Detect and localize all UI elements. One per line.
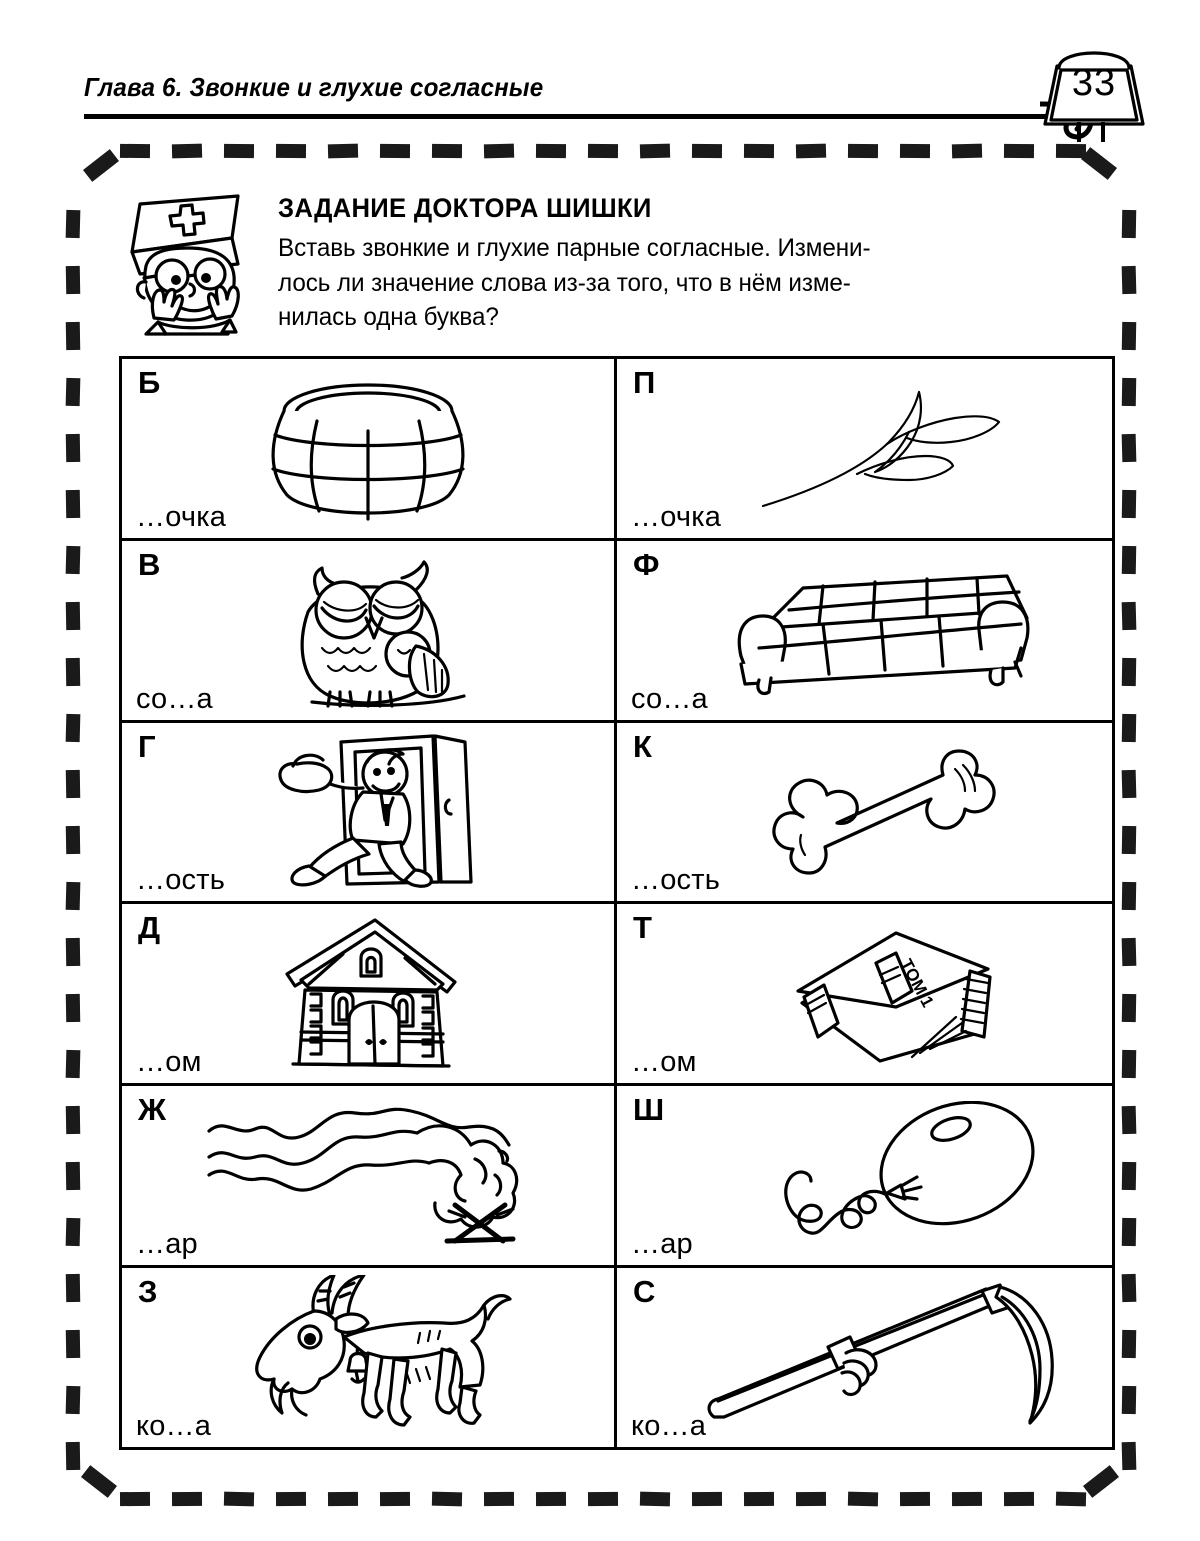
frame-dash [66,938,80,966]
frame-dash [66,322,80,350]
cell-letter: В [138,546,161,582]
frame-dash [1122,826,1136,854]
frame-dash [66,434,80,462]
cell-letter: Д [138,910,161,946]
task-instruction-text [278,231,1083,335]
task-line-2: лось ли значение слова из-за того, что в нём изме- [278,268,851,297]
frame-dash [900,1492,930,1506]
cell-letter: П [633,365,656,400]
book-title-text: ТОМ 1 [895,955,937,1011]
doctor-shishka-icon [110,190,270,340]
table-cell-p[interactable] [617,359,1112,538]
frame-dash [692,144,722,158]
frame-dash [1122,1162,1136,1190]
page-header [0,0,1200,140]
frame-dash [1122,1386,1136,1414]
frame-dash [120,1492,150,1506]
frame-dash [66,1050,81,1078]
frame-dash [744,144,774,158]
frame-dash [1122,546,1136,574]
frame-dash [66,1162,80,1190]
table-cell-k[interactable] [617,723,1112,902]
table-cell-sh[interactable] [617,1086,1112,1265]
frame-dash [640,1492,670,1507]
task-line-1: Вставь звонкие и глухие парные согласные. Измени- [278,234,871,262]
frame-dash [66,210,81,238]
frame-dash [66,490,80,518]
table-cell-v[interactable] [122,541,617,720]
frame-dash [81,1465,117,1498]
frame-dash [900,144,930,158]
table-row [122,723,1112,905]
table-row [122,904,1112,1086]
cell-word: …ар [136,1228,198,1261]
page-badge-legs [1073,122,1117,142]
frame-dash [66,1442,80,1470]
frame-dash [1122,658,1136,686]
frame-dash [484,144,514,159]
frame-dash [120,144,150,158]
cell-word: …ость [631,864,721,897]
frame-dash [380,144,410,158]
task-heading: ЗАДАНИЕ ДОКТОРА ШИШКИ [278,193,652,223]
frame-dash [1004,1492,1034,1506]
frame-dash [66,1106,80,1134]
frame-dash [1122,266,1137,294]
frame-dash [588,144,618,158]
table-row [122,1268,1112,1447]
frame-dash [276,144,306,158]
frame-dash [952,144,982,159]
frame-dash [432,144,462,158]
frame-dash [536,144,566,158]
frame-dash [328,1492,358,1506]
frame-dash [640,144,670,159]
frame-dash [1083,1465,1119,1498]
frame-dash [66,602,80,630]
table-cell-s[interactable] [617,1268,1112,1447]
frame-dash [1122,938,1137,966]
frame-dash [66,1386,81,1414]
frame-dash [744,1492,774,1506]
task-block [110,185,1100,335]
cell-letter: Ш [633,1092,665,1128]
table-cell-f[interactable] [617,541,1112,720]
frame-dash [1122,994,1136,1022]
cell-word: ко…а [136,1409,212,1442]
frame-dash [1122,1106,1137,1134]
frame-dash [1081,147,1117,180]
frame-dash [848,1492,878,1507]
frame-dash [1122,1330,1136,1358]
frame-dash [66,266,80,294]
frame-dash [66,378,81,406]
chapter-heading: Глава 6. Звонкие и глухие согласные [84,72,544,102]
frame-dash [848,144,878,158]
frame-dash [224,144,254,158]
frame-dash [1004,144,1034,158]
table-row [122,541,1112,723]
cell-letter: К [633,728,652,764]
frame-dash [536,1492,566,1506]
frame-dash [692,1492,722,1506]
frame-dash [66,994,80,1022]
frame-dash [588,1492,618,1506]
cell-letter: Ф [633,546,660,582]
frame-dash [276,1492,306,1506]
frame-dash [1056,1492,1086,1507]
cell-letter: Б [138,365,161,400]
frame-dash [66,1218,81,1246]
frame-dash [66,658,80,686]
table-cell-b[interactable] [122,359,617,538]
frame-dash [952,1492,982,1506]
table-cell-t[interactable] [617,904,1112,1083]
frame-dash [66,770,80,798]
frame-dash [796,144,826,159]
frame-dash [66,882,81,910]
frame-dash [66,1274,80,1302]
frame-dash [1122,378,1136,406]
table-cell-zh[interactable] [122,1086,617,1265]
cell-letter: Ж [138,1092,167,1128]
frame-dash [1122,1218,1136,1246]
cell-letter: Т [633,910,652,946]
frame-dash [1122,1050,1136,1078]
task-line-3: нилась одна буква? [278,303,499,331]
frame-dash [83,149,119,182]
cell-word: со…а [136,682,213,715]
frame-dash [1122,434,1137,462]
cell-letter: С [633,1274,656,1310]
frame-dash [66,714,81,742]
table-cell-g[interactable] [122,723,617,902]
cell-word: со…а [631,682,708,715]
frame-dash [224,1492,254,1507]
cell-word: …ом [136,1046,202,1079]
cell-word: …ар [631,1228,693,1261]
table-row [122,359,1112,541]
table-row [122,1086,1112,1268]
frame-dash [172,144,202,159]
frame-dash [484,1492,514,1506]
frame-dash [328,144,358,159]
frame-dash [1122,602,1137,630]
frame-dash [1122,1442,1137,1470]
cell-word: …очка [631,500,722,533]
cell-word: …очка [136,500,227,533]
frame-dash [66,546,81,574]
frame-dash [1122,322,1136,350]
table-cell-d[interactable] [122,904,617,1083]
frame-dash [1122,210,1136,238]
frame-dash [1122,770,1137,798]
cell-letter: З [138,1274,158,1310]
cell-letter: Г [138,728,156,764]
frame-dash [1122,1274,1137,1302]
frame-dash [66,826,80,854]
word-picture-table [119,356,1115,1450]
header-rule [84,114,1054,119]
frame-dash [1122,490,1136,518]
frame-dash [796,1492,826,1506]
frame-dash [432,1492,462,1507]
frame-dash [1122,882,1136,910]
cell-word: …ость [136,864,226,897]
frame-dash [172,1492,202,1506]
table-cell-z[interactable] [122,1268,617,1447]
frame-dash [1122,714,1136,742]
frame-dash [380,1492,410,1506]
frame-dash [66,1330,80,1358]
cell-word: ко…а [631,1409,707,1442]
cell-word: …ом [631,1046,697,1079]
page-number: 33 [1071,62,1117,104]
